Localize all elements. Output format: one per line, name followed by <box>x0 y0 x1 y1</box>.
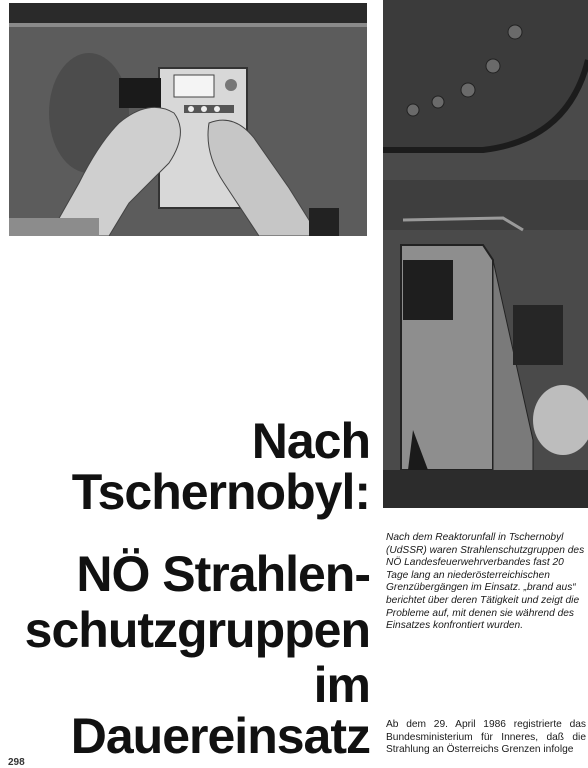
intro-paragraph: Nach dem Reaktorunfall in Tschernobyl (UdSSR) waren Strahlenschutzgruppen des NÖ Landesfeuerwehrverbandes fast 20 Tage lang an niederösterreichischen Grenzübergängen im Einsatz. „brand aus“ berichtet über deren Tätigkeit und zeigt die Probleme auf, mit denen sie während des Einsatzes konfrontiert wurden. <box>386 532 585 632</box>
headline-line-6: Dauereinsatz <box>70 708 370 764</box>
headline-line-4: schutzgruppen <box>24 602 370 658</box>
headline-line-2: Tschernobyl: <box>71 464 370 520</box>
headline-line-3: NÖ Strahlen- <box>76 546 370 602</box>
headline-line-5: im <box>313 657 370 713</box>
body-text: Ab dem 29. April 1986 registrierte das Bundesministerium für Inneres, daß die Strahlung an Österreichs Grenzen infolge <box>386 719 586 756</box>
photo-radiation-meter <box>9 3 367 236</box>
headline-line-1: Nach <box>251 413 370 469</box>
page-number: 298 <box>8 757 25 768</box>
photo-metal-structure <box>383 0 588 508</box>
